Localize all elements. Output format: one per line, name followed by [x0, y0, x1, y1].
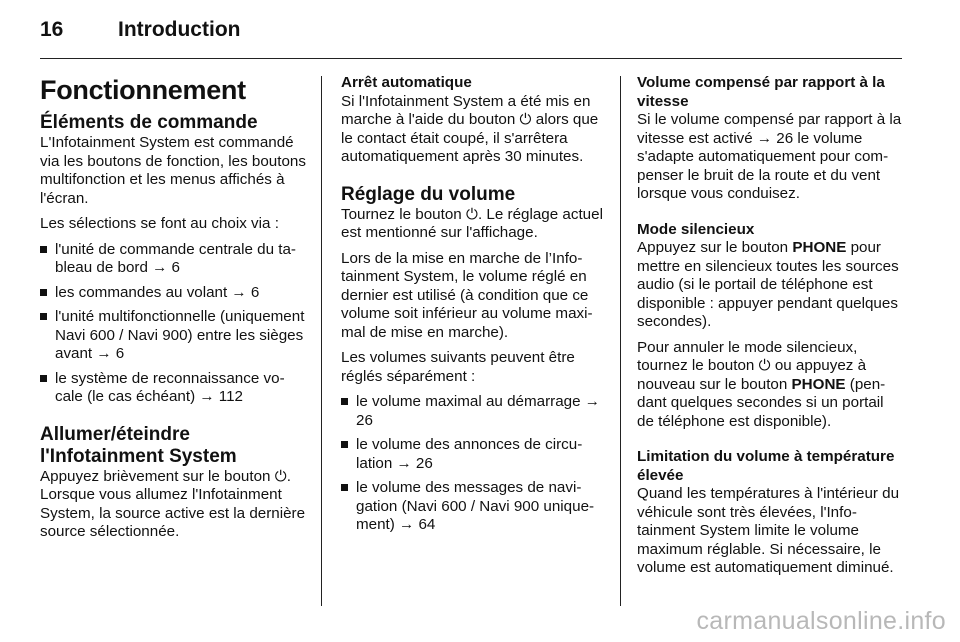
paragraph: Appuyez brièvement sur le bouton ⏻. Lorsque vous allumez l'Infotainment System, la source active est la dernière source sélectionnée. — [40, 467, 306, 540]
heading-elements: Éléments de commande — [40, 112, 258, 133]
list-item — [40, 284, 306, 303]
paragraph: L'Infotainment System est commandé via les boutons de fonction, les boutons multifonction et les menus affichés à l'écran. — [40, 134, 306, 207]
list-item-text: l'unité de commande centrale du tableau de bord → 6 — [55, 240, 296, 276]
list-item-text: le système de reconnaissance vocale (le cas échéant) → 112 — [55, 369, 285, 405]
bullet-icon — [341, 484, 348, 491]
heading-mute: Mode silencieux — [637, 220, 755, 238]
paragraph: Lors de la mise en marche de l’Infotainment System, le volume réglé en dernier est utilisé (à condition que ce volume soit inférieur au volume maximal de mise en marche). — [341, 249, 593, 341]
bullet-icon — [341, 441, 348, 448]
bullet-icon — [40, 375, 47, 382]
list-item-text: le volume des messages de navigation (Navi 600 / Navi 900 uniquement) → 64 — [356, 479, 595, 533]
paragraph: Si l'Infotainment System a été mis en marche à l'aide du bouton ⏻ alors que le contact était coupé, il s'arrêtera automatiquement après 30 minutes. — [341, 92, 599, 165]
list-item — [40, 241, 306, 278]
phone-label: PHONE — [791, 375, 846, 393]
paragraph: Quand les températures à l'intérieur du véhicule sont très élevées, l'Infotainment System limite le volume maximum réglable. Si nécessaire, le volume est automatiquement diminué. — [637, 485, 900, 576]
list-item-text: le volume maximal au démarrage → 26 — [356, 393, 600, 429]
list-item-text: l'unité multifonctionnelle (uniquement Navi 600 / Navi 900) entre les sièges avant → 6 — [55, 308, 305, 362]
paragraph: Si le volume compensé par rapport à la vitesse est activé → 26 le volume s'adapte automatiquement pour compenser le bruit de la route et du vent lorsque vous conduisez. — [637, 111, 902, 202]
paragraph: Les sélections se font au choix via : — [40, 215, 279, 232]
paragraph: Les volumes suivants peuvent être réglés séparément : — [341, 349, 575, 385]
paragraph: Tournez le bouton ⏻. Le réglage actuel est mentionné sur l'affichage. — [341, 205, 603, 241]
column-divider-2 — [620, 76, 621, 606]
bullet-icon — [341, 398, 348, 405]
phone-label: PHONE — [792, 239, 847, 256]
heading-temperature-limit: Limitation du volume à température élevée — [637, 448, 895, 484]
page-title: Fonctionnement — [40, 75, 246, 105]
bullet-icon — [40, 246, 47, 253]
column-3 — [637, 74, 902, 585]
section-title: Introduction — [118, 18, 241, 41]
column-1 — [40, 74, 306, 549]
volume-list — [341, 393, 605, 535]
list-item — [341, 393, 605, 430]
bullet-icon — [40, 289, 47, 296]
column-divider-1 — [321, 76, 322, 606]
heading-speed-volume: Volume compensé par rapport à la vitesse — [637, 74, 885, 110]
heading-volume: Réglage du volume — [341, 183, 516, 205]
page-number: 16 — [40, 18, 64, 41]
list-item — [40, 308, 306, 364]
heading-auto-off: Arrêt automatique — [341, 74, 472, 91]
column-2 — [341, 74, 605, 542]
paragraph: Pour annuler le mode silencieux, tournez le bouton ⏻ ou appuyez à nouveau sur le bouton PHONE (pendant quelques secondes si un portail de téléphone est disponible). — [637, 338, 886, 430]
header-rule — [40, 58, 902, 59]
watermark: carmanualsonline.info — [696, 607, 946, 635]
list-item — [40, 370, 306, 407]
page-header — [40, 18, 902, 58]
list-item — [341, 479, 605, 535]
bullet-icon — [40, 313, 47, 320]
list-item-text: le volume des annonces de circulation → 26 — [356, 436, 583, 472]
paragraph: Appuyez sur le bouton PHONE pour mettre en silencieux toutes les sources audio (si le portail de téléphone est disponible : appuyer pendant quelques secondes). — [637, 239, 899, 330]
heading-on-off: Allumer/éteindre l'Infotainment System — [40, 423, 237, 467]
selection-list — [40, 241, 306, 407]
list-item — [341, 436, 605, 473]
list-item-text: les commandes au volant → 6 — [55, 283, 260, 301]
